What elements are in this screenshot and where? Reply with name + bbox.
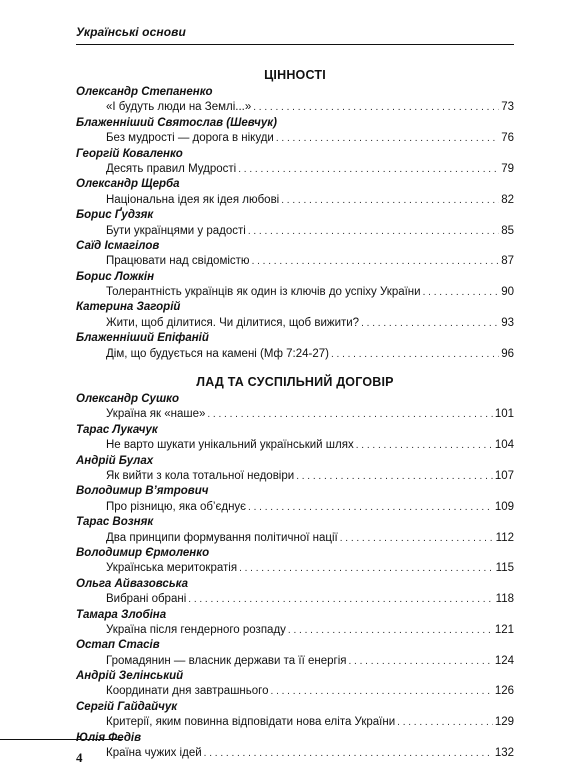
toc-entry[interactable]	[76, 224, 514, 239]
dot-leader	[361, 316, 499, 331]
toc-entry-title: Дім, що будується на камені (Мф 7:24-27)	[106, 347, 329, 360]
dot-leader	[204, 746, 493, 761]
toc-page-number: 90	[501, 286, 514, 299]
toc-entry-title: Країна чужих ідей	[106, 747, 202, 760]
toc-entry-title: Громадянин — власник держави та її енергія	[106, 654, 347, 667]
dot-leader	[207, 407, 492, 422]
toc-author: Олександр Щерба	[76, 178, 180, 191]
toc-author: Блаженніший Епіфаній	[76, 332, 209, 345]
toc-page-number: 109	[494, 500, 514, 513]
toc-page-number: 107	[494, 469, 514, 482]
toc-entry[interactable]	[76, 715, 514, 730]
toc-author: Катерина Загорій	[76, 301, 181, 314]
toc-author: Борис Ложкін	[76, 270, 155, 283]
dot-leader	[248, 500, 493, 515]
dot-leader	[423, 285, 500, 300]
toc-entry[interactable]	[76, 531, 514, 546]
toc-author: Тамара Злобіна	[76, 608, 167, 621]
toc-page-number: 129	[494, 716, 514, 729]
toc-entry[interactable]	[76, 654, 514, 669]
toc-author: Сергій Гайдайчук	[76, 700, 178, 713]
dot-leader	[348, 654, 492, 669]
dot-leader	[188, 592, 493, 607]
toc-entry[interactable]	[76, 162, 514, 177]
toc-page-number: 85	[501, 224, 514, 237]
dot-leader	[239, 561, 494, 576]
toc-entry[interactable]	[76, 100, 514, 115]
toc-entry-title: Не варто шукати унікальний український шлях	[106, 439, 354, 452]
toc-author: Тарас Лукачук	[76, 423, 158, 436]
dot-leader	[356, 438, 493, 453]
dot-leader	[238, 162, 499, 177]
dot-leader	[331, 347, 499, 362]
toc-entry-title: Працювати над свідомістю	[106, 255, 250, 268]
toc-entry[interactable]	[76, 592, 514, 607]
toc-page-number: 101	[494, 408, 514, 421]
toc-entry[interactable]	[76, 623, 514, 638]
toc-page-number: 87	[501, 255, 514, 268]
toc-author: Володимир Єрмоленко	[76, 546, 210, 559]
toc-author: Андрій Зелінський	[76, 670, 184, 683]
section-gap	[76, 362, 514, 373]
toc-entry[interactable]	[76, 438, 514, 453]
toc-page-number: 76	[501, 132, 514, 145]
dot-leader	[296, 469, 493, 484]
dot-leader	[281, 193, 499, 208]
section-title: ЛАД ТА СУСПІЛЬНИЙ ДОГОВІР	[196, 375, 394, 390]
toc-entry[interactable]	[76, 254, 514, 269]
footer-rule	[0, 739, 123, 740]
toc-entry[interactable]	[76, 500, 514, 515]
toc-entry-title: Два принципи формування політичної нації	[106, 531, 338, 544]
toc-author: Борис Ґудзяк	[76, 209, 154, 222]
toc-page-number: 104	[494, 439, 514, 452]
dot-leader	[288, 623, 493, 638]
toc-entry[interactable]	[76, 407, 514, 422]
toc-author: Олександр Степаненко	[76, 86, 213, 98]
toc-entry-title: Як вийти з кола тотальної недовіри	[106, 469, 295, 482]
toc-entry[interactable]	[76, 193, 514, 208]
toc-page-number: 96	[501, 347, 514, 360]
toc-entry-title: Толерантність українців як один із ключів до успіху України	[106, 286, 421, 299]
toc-entry[interactable]	[76, 684, 514, 699]
toc-entry-title: Українська меритократія	[106, 562, 238, 575]
toc-entry[interactable]	[76, 131, 514, 146]
toc-entry[interactable]	[76, 285, 514, 300]
toc-page-number: 126	[494, 685, 514, 698]
toc-entry-title: Координати дня завтрашнього	[106, 685, 269, 698]
toc-entry-title: Вибрані обрані	[106, 593, 187, 606]
toc-page-number: 132	[494, 747, 514, 760]
toc-entry[interactable]	[76, 469, 514, 484]
header-rule	[76, 44, 514, 45]
toc-entry-title: «І будуть люди на Землі...»	[106, 101, 252, 114]
dot-leader	[340, 531, 494, 546]
dot-leader	[276, 131, 499, 146]
toc-entry[interactable]	[76, 561, 514, 576]
toc-entry-title: Десять правил Мудрості	[106, 162, 237, 175]
toc-author: Тарас Возняк	[76, 516, 154, 529]
dot-leader	[252, 254, 500, 269]
toc-author: Ольга Айвазовська	[76, 577, 189, 590]
toc-author: Остап Стасів	[76, 639, 160, 652]
toc-author: Георгій Коваленко	[76, 147, 183, 160]
toc-entry-title: Критерії, яким повинна відповідати нова еліта України	[106, 716, 396, 729]
toc-entry-title: Національна ідея як ідея любові	[106, 193, 280, 206]
dot-leader	[253, 100, 499, 115]
toc-page-number: 73	[501, 101, 514, 114]
running-header: Українські основи	[76, 25, 186, 39]
toc-entry[interactable]	[76, 347, 514, 362]
dot-leader	[397, 715, 493, 730]
toc-entry-title: Україна після гендерного розпаду	[106, 623, 286, 636]
toc-entry[interactable]	[76, 316, 514, 331]
toc-author: Володимир В’ятрович	[76, 485, 209, 498]
toc-author: Блаженніший Святослав (Шевчук)	[76, 116, 277, 129]
toc-entry[interactable]	[76, 746, 514, 761]
toc-entry-title: Жити, щоб ділитися. Чи ділитися, щоб вижити?	[106, 316, 360, 329]
dot-leader	[248, 224, 499, 239]
toc-author: Олександр Сушко	[76, 393, 180, 406]
toc-author: Саїд Ісмагілов	[76, 239, 160, 252]
section-title: ЦІННОСТІ	[264, 68, 326, 82]
page-number: 4	[76, 750, 83, 765]
toc-page-number: 93	[501, 316, 514, 329]
toc-page-number: 79	[501, 162, 514, 175]
table-of-contents	[76, 66, 514, 761]
toc-page-number: 112	[495, 531, 514, 544]
toc-author: Андрій Булах	[76, 454, 154, 467]
toc-author: Юлія Федів	[76, 731, 142, 744]
toc-entry-title: Україна як «наше»	[106, 408, 206, 421]
toc-entry-title: Про різницю, яка об’єднує	[106, 500, 247, 513]
toc-entry-title: Без мудрості — дорога в нікуди	[106, 132, 274, 145]
toc-page-number: 82	[501, 193, 514, 206]
toc-entry-title: Бути українцями у радості	[106, 224, 246, 237]
toc-page-number: 121	[494, 623, 514, 636]
toc-page-number: 115	[495, 562, 514, 575]
toc-page-number: 118	[495, 593, 514, 606]
toc-page-number: 124	[494, 654, 514, 667]
dot-leader	[271, 684, 493, 699]
